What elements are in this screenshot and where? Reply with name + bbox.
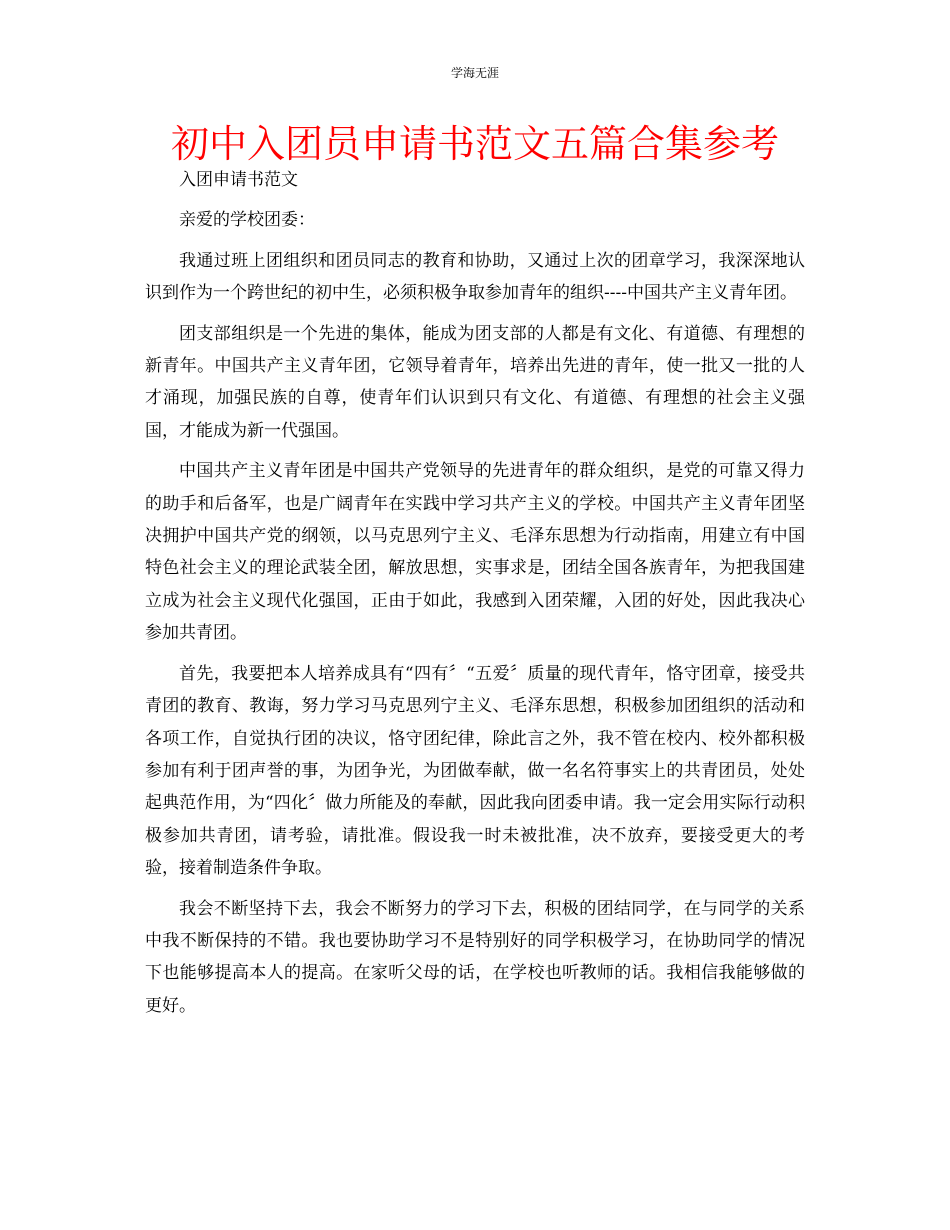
- paragraph-5: 我会不断坚持下去，我会不断努力的学习下去，积极的团结同学，在与同学的关系中我不断保持的不错。我也要协助学习不是特别好的同学积极学习，在协助同学的情况下也能够提高本人的提高。在家听父母的话，在学校也听教师的话。我相信我能够做的更好。: [145, 898, 805, 1016]
- page-header: 学海无涯: [450, 66, 499, 80]
- paragraph-4: 首先，我要把本人培养成具有“四有〞“五爱〞质量的现代青年，恪守团章，接受共青团的教育、教诲，努力学习马克思列宁主义、毛泽东思想，积极参加团组织的活动和各项工作，自觉执行团的决议，恪守团纪律，除此言之外，我不管在校内、校外都积极参加有利于团声誉的事，为团争光，为团做奉献，做一名名符事实上的共青团员，处处起典范作用，为“四化〞做力所能及的奉献，因此我向团委申请。我一定会用实际行动积极参加共青团，请考验，请批准。假设我一时未被批准，决不放弃，要接受更大的考验，接着制造条件争取。: [145, 663, 805, 879]
- document-body: [145, 164, 805, 1022]
- paragraph-3: 中国共产主义青年团是中国共产党领导的先进青年的群众组织，是党的可靠又得力的助手和后备军，也是广阔青年在实践中学习共产主义的学校。中国共产主义青年团坚决拥护中国共产党的纲领，以马克思列宁主义、毛泽东思想为行动指南，用建立有中国特色社会主义的理论武装全团，解放思想，实事求是，团结全国各族青年，为把我国建立成为社会主义现代化强国，正由于如此，我感到入团荣耀，入团的好处，因此我决心参加共青团。: [145, 461, 805, 644]
- salutation: 亲爱的学校团委：: [179, 210, 315, 231]
- document-subtitle: 入团申请书范文: [179, 170, 298, 190]
- document-title: 初中入团员申请书范文五篇合集参考: [170, 122, 779, 166]
- paragraph-1: 我通过班上团组织和团员同志的教育和协助，又通过上次的团章学习，我深深地认识到作为一个跨世纪的初中生，必须积极争取参加青年的组织----中国共产主义青年团。: [145, 250, 805, 304]
- paragraph-2: 团支部组织是一个先进的集体，能成为团支部的人都是有文化、有道德、有理想的新青年。中国共产主义青年团，它领导着青年，培养出先进的青年，使一批又一批的人才涌现，加强民族的自尊，使青年们认识到只有文化、有道德、有理想的社会主义强国，才能成为新一代强国。: [145, 323, 805, 441]
